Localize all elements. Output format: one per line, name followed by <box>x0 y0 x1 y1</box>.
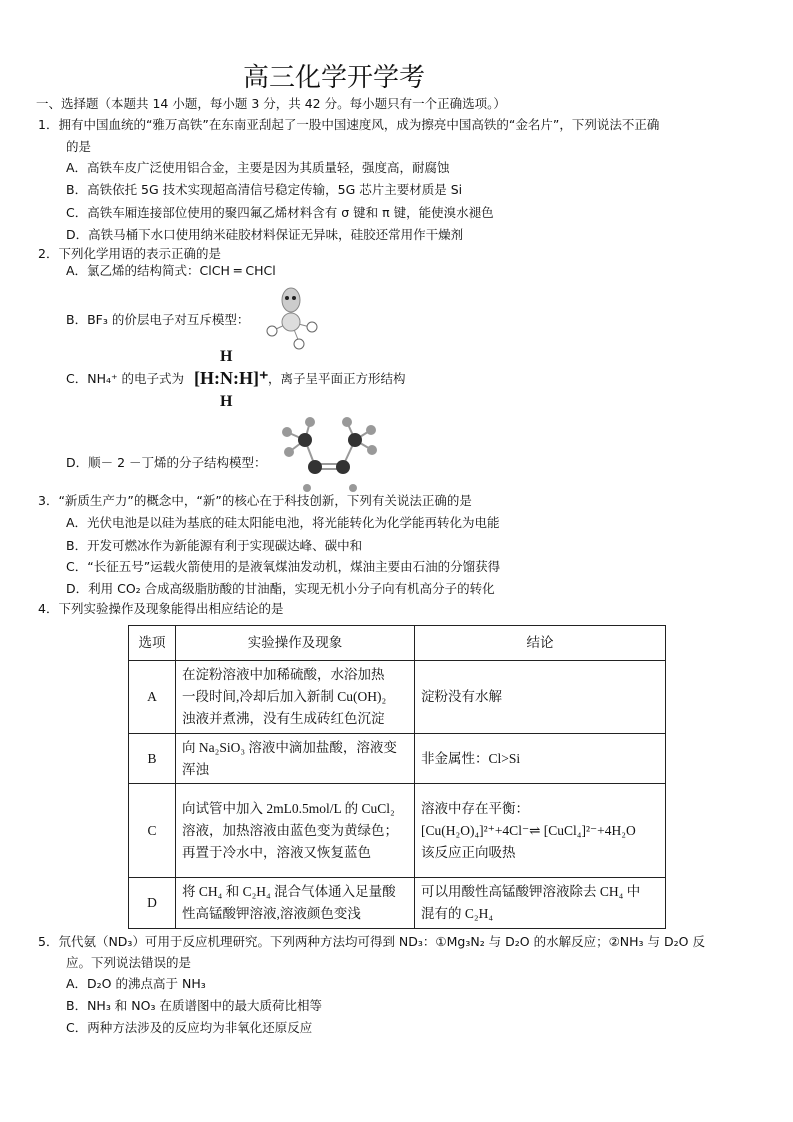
question-1-option-c: C．高铁车厢连接部位使用的聚四氟乙烯材料含有 σ 键和 π 键，能使溴水褪色 <box>66 205 494 220</box>
cell-line: 在淀粉溶液中加稀硫酸，水浴加热 <box>182 667 385 682</box>
header-conclusion: 结论 <box>415 626 666 661</box>
row-conclusion <box>415 784 666 878</box>
question-2-stem: 2．下列化学用语的表示正确的是 <box>38 246 221 261</box>
question-5-option-a: A．D₂O 的沸点高于 NH₃ <box>66 976 206 991</box>
question-2-option-d: D．顺－ 2 －丁烯的分子结构模型： <box>66 455 267 470</box>
row-option: A <box>129 661 176 734</box>
question-4-stem: 4．下列实验操作及现象能得出相应结论的是 <box>38 601 284 616</box>
row-operation <box>176 878 415 929</box>
question-1-option-d: D．高铁马桶下水口使用纳米硅胶材料保证无异味，硅胶还常用作干燥剂 <box>66 227 464 242</box>
question-1-option-b: B．高铁依托 5G 技术实现超高清信号稳定传输，5G 芯片主要材质是 Si <box>66 182 463 197</box>
cell-line: 溶液，加热溶液由蓝色变为黄绿色； <box>182 822 398 838</box>
question-5-stem-cont: 应。下列说法错误的是 <box>66 955 192 970</box>
cell-line: 浑浊 <box>182 761 209 777</box>
header-option: 选项 <box>129 626 176 661</box>
cell-line: 淀粉没有水解 <box>421 689 502 704</box>
cell-line: 溶液中存在平衡： <box>421 800 529 816</box>
nh4-electron-formula-top-h: H <box>220 348 233 365</box>
cell-line: 该反应正向吸热 <box>421 844 516 860</box>
question-3-option-d: D．利用 CO₂ 合成高级脂肪酸的甘油酯，实现无机小分子向有机高分子的转化 <box>66 581 495 596</box>
cell-line: 一段时间,冷却后加入新制 Cu(OH)₂ <box>182 689 387 704</box>
bf3-vsepr-model-image <box>262 286 322 352</box>
table-row <box>129 661 666 734</box>
row-operation <box>176 734 415 784</box>
question-5-option-b: B．NH₃ 和 NO₃ 在质谱图中的最大质荷比相等 <box>66 998 322 1013</box>
question-1-option-a: A．高铁车皮广泛使用铝合金，主要是因为其质量轻，强度高，耐腐蚀 <box>66 160 450 175</box>
question-5-option-c: C．两种方法涉及的反应均为非氧化还原反应 <box>66 1020 313 1035</box>
question-2-option-a: A．氯乙烯的结构简式：ClCH ═ CHCl <box>66 263 276 278</box>
row-operation <box>176 784 415 878</box>
row-conclusion <box>415 734 666 784</box>
table-header-row <box>129 626 666 661</box>
table-row <box>129 734 666 784</box>
cell-line: 可以用酸性高锰酸钾溶液除去 CH₄ 中 <box>421 884 641 899</box>
cell-line: 性高锰酸钾溶液,溶液颜色变浅 <box>182 906 361 921</box>
question-5-stem: 5．氘代氨（ND₃）可用于反应机理研究。下列两种方法均可得到 ND₃：①Mg₃N₂ 与 D₂O 的水解反应；②NH₃ 与 D₂O 反 <box>38 934 705 949</box>
cell-line: 非金属性：Cl>Si <box>421 750 521 766</box>
question-3-option-b: B．开发可燃冰作为新能源有利于实现碳达峰、碳中和 <box>66 538 363 553</box>
cell-line: 混有的 C₂H₄ <box>421 906 494 921</box>
nh4-electron-formula-bottom-h: H <box>220 393 233 410</box>
table-row <box>129 878 666 929</box>
cell-line: 将 CH₄ 和 C₂H₄ 混合气体通入足量酸 <box>182 884 396 899</box>
cis-2-butene-model-image <box>275 414 385 492</box>
question-3-option-a: A．光伏电池是以硅为基底的硅太阳能电池，将光能转化为化学能再转化为电能 <box>66 515 500 530</box>
question-2-option-c-tail: ，离子呈平面正方形结构 <box>268 371 406 386</box>
row-option: C <box>129 784 176 878</box>
header-operation: 实验操作及现象 <box>176 626 415 661</box>
row-operation <box>176 661 415 734</box>
row-option: B <box>129 734 176 784</box>
row-option: D <box>129 878 176 929</box>
question-3-option-c: C．“长征五号”运载火箭使用的是液氧煤油发动机，煤油主要由石油的分馏获得 <box>66 559 501 574</box>
section-header: 一、选择题（本题共 14 小题，每小题 3 分，共 42 分。每小题只有一个正确选项。） <box>36 96 506 111</box>
question-1-stem-cont: 的是 <box>66 139 92 154</box>
table-row <box>129 784 666 878</box>
question-2-option-b: B．BF₃ 的价层电子对互斥模型： <box>66 312 250 327</box>
question-3-stem: 3．“新质生产力”的概念中，“新”的核心在于科技创新，下列有关说法正确的是 <box>38 493 472 508</box>
experiment-table <box>128 625 666 929</box>
cell-line: 向 Na₂SiO₃ 溶液中滴加盐酸，溶液变 <box>182 739 397 755</box>
row-conclusion <box>415 878 666 929</box>
page-title: 高三化学开学考 <box>243 63 426 93</box>
question-2-option-c: C．NH₄⁺ 的电子式为 <box>66 371 185 386</box>
nh4-electron-formula: [H:N:H]⁺ <box>194 368 269 388</box>
cell-line: 向试管中加入 2mL0.5mol/L 的 CuCl₂ <box>182 800 395 816</box>
cell-line: 再置于冷水中，溶液又恢复蓝色 <box>182 844 371 860</box>
row-conclusion <box>415 661 666 734</box>
cell-line: [Cu(H₂O)₄]²⁺+4Cl⁻⇌ [CuCl₄]²⁻+4H₂O <box>421 822 636 838</box>
cell-line: 浊液并煮沸，没有生成砖红色沉淀 <box>182 711 385 726</box>
question-1-stem: 1．拥有中国血统的“雅万高铁”在东南亚刮起了一股中国速度风，成为擦亮中国高铁的“金名片”，下列说法不正确 <box>38 117 660 132</box>
